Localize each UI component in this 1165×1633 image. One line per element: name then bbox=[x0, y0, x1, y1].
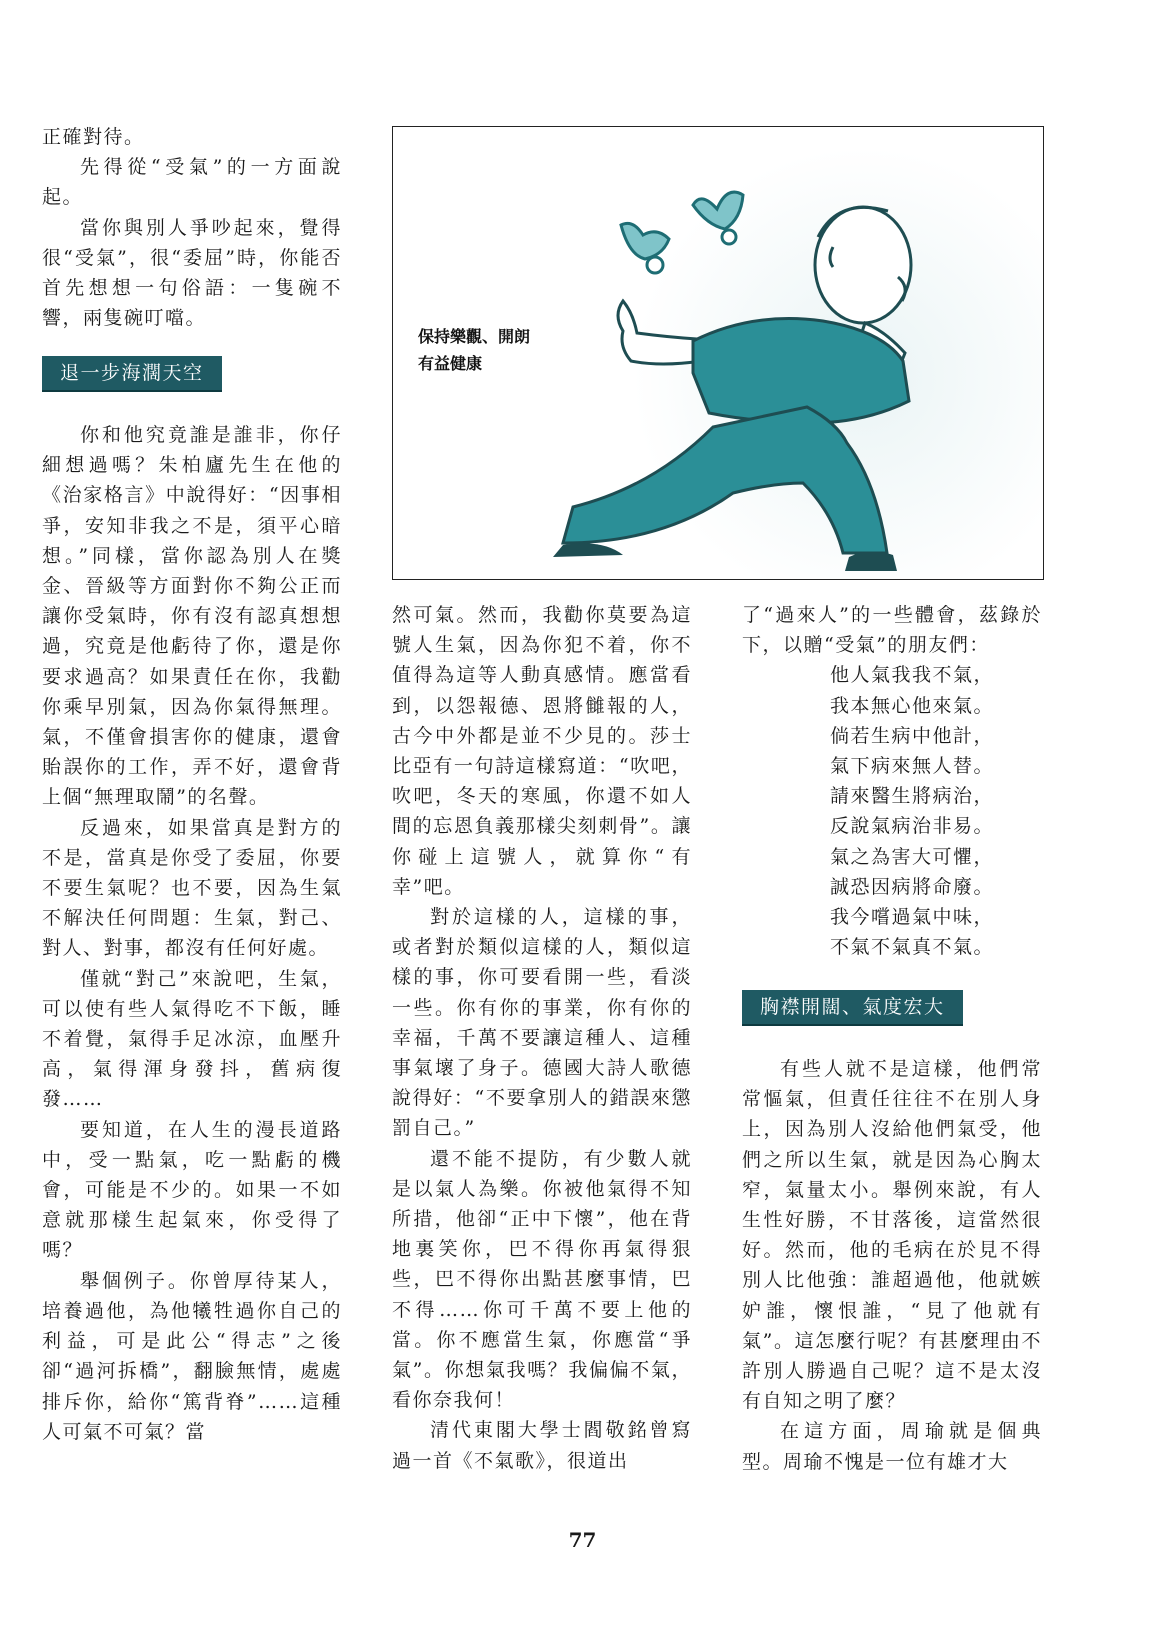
column-2 bbox=[392, 600, 692, 1476]
column-3 bbox=[742, 600, 1042, 962]
poem-line: 他人氣我我不氣， bbox=[830, 664, 995, 687]
paragraph: 反過來，如果當真是對方的不是，當真是你受了委屈，你要不要生氣呢？也不要，因為生氣不解決任何問題：生氣，對己、對人、對事，都沒有任何好處。 bbox=[42, 816, 342, 960]
poem-line: 誠恐因病將命廢。 bbox=[830, 875, 995, 898]
caption-line: 有益健康 bbox=[418, 354, 483, 373]
poem-line: 不氣不氣真不氣。 bbox=[830, 936, 995, 959]
paragraph: 清代東閣大學士閻敬銘曾寫過一首《不氣歌》，很道出 bbox=[392, 1419, 692, 1472]
column-1 bbox=[42, 122, 342, 333]
paragraph: 你和他究竟誰是誰非，你仔細想過嗎？朱柏廬先生在他的《治家格言》中說得好：“因事相爭，安知非我之不是，須平心暗想。”同樣，當你認為別人在獎金、晉級等方面對你不夠公正而讓你受氣時，你有沒有認真想想過，究竟是他虧待了你，還是你要求過高？如果責任在你，我勸你乘早別氣，因為你氣得無理。氣，不僅會損害你的健康，還會貽誤你的工作，弄不好，還會背上個“無理取鬧”的名聲。 bbox=[42, 424, 342, 809]
poem-line: 我本無心他來氣。 bbox=[830, 694, 995, 717]
poem-line: 請來醫生將病治， bbox=[830, 785, 995, 808]
poem bbox=[742, 660, 1042, 962]
illustration-frame bbox=[392, 126, 1044, 580]
paragraph: 在這方面，周瑜就是個典型。周瑜不愧是一位有雄才大 bbox=[742, 1420, 1042, 1473]
paragraph: 先得從“受氣”的一方面說起。 bbox=[42, 156, 342, 209]
poem-line: 我今嚐過氣中味， bbox=[830, 906, 995, 929]
column-3-continued bbox=[742, 1054, 1042, 1477]
illustration-caption bbox=[418, 323, 530, 377]
paragraph: 了“過來人”的一些體會，茲錄於下，以贈“受氣”的朋友們： bbox=[742, 604, 1042, 657]
paragraph: 要知道，在人生的漫長道路中，受一點氣，吃一點虧的機會，可能是不少的。如果一不如意就那樣生起氣來，你受得了嗎？ bbox=[42, 1118, 342, 1262]
poem-line: 倘若生病中他計， bbox=[830, 724, 995, 747]
paragraph: 僅就“對己”來說吧，生氣，可以使有些人氣得吃不下飯，睡不着覺，氣得手足冰涼，血壓升高，氣得渾身發抖，舊病復發…… bbox=[42, 967, 342, 1111]
bird-icon bbox=[621, 223, 669, 273]
caption-line: 保持樂觀、開朗 bbox=[418, 327, 531, 346]
paragraph: 對於這樣的人，這樣的事，或者對於類似這樣的人，類似這樣的事，你可要看開一些，看淡一些。你有你的事業，你有你的幸福，千萬不要讓這種人、這種事氣壞了身子。德國大詩人歌德說得好：“不要拿別人的錯誤來懲罰自己。” bbox=[392, 906, 692, 1140]
poem-line: 氣之為害大可懼， bbox=[830, 845, 995, 868]
section-heading-retreat: 退一步海濶天空 bbox=[42, 356, 222, 392]
paragraph: 正確對待。 bbox=[42, 126, 145, 148]
paragraph: 當你與別人爭吵起來，覺得很“受氣”，很“委屈”時，你能否首先想想一句俗語：一隻碗不響，兩隻碗叮噹。 bbox=[42, 216, 342, 330]
paragraph: 有些人就不是這樣，他們常常慪氣，但責任往往不在別人身上，因為別人沒給他們氣受，他們之所以生氣，就是因為心胸太窄，氣量太小。舉例來說，有人生性好勝，不甘落後，這當然很好。然而，他的毛病在於見不得別人比他強：誰超過他，他就嫉妒誰，懷恨誰，“見了他就有氣”。這怎麼行呢？有甚麼理由不許別人勝過自己呢？這不是太沒有自知之明了麼？ bbox=[742, 1058, 1042, 1413]
paragraph: 舉個例子。你曾厚待某人，培養過他，為他犧牲過你自己的利益，可是此公“得志”之後卻“過河拆橋”，翻臉無情，處處排斥你，給你“篤背脊”……這種人可氣不可氣？當 bbox=[42, 1269, 342, 1443]
paragraph: 還不能不提防，有少數人就是以氣人為樂。你被他氣得不知所措，他卻“正中下懷”，他在背地裏笑你，巴不得你再氣得狠些，巴不得你出點甚麼事情，巴不得……你可千萬不要上他的當。你不應當生氣，你應當“爭氣”。你想氣我嗎？我偏偏不氣，看你奈我何！ bbox=[392, 1147, 692, 1412]
page-number: 77 bbox=[568, 1528, 597, 1552]
column-1-continued bbox=[42, 420, 342, 1447]
poem-line: 反說氣病治非易。 bbox=[830, 815, 995, 838]
man-head bbox=[815, 207, 911, 323]
poem-line: 氣下病來無人替。 bbox=[830, 755, 995, 778]
section-heading-broad-mind: 胸襟開闊、氣度宏大 bbox=[742, 990, 963, 1026]
paragraph: 然可氣。然而，我勸你莫要為這號人生氣，因為你犯不着，你不值得為這等人動真感情。應當看到，以怨報德、恩將雠報的人，古今中外都是並不少見的。莎士比亞有一句詩這樣寫道：“吹吧，吹吧，冬天的寒風，你還不如人間的忘恩負義那樣尖刻刺骨”。讓你碰上這號人，就算你“有幸”吧。 bbox=[392, 604, 692, 898]
